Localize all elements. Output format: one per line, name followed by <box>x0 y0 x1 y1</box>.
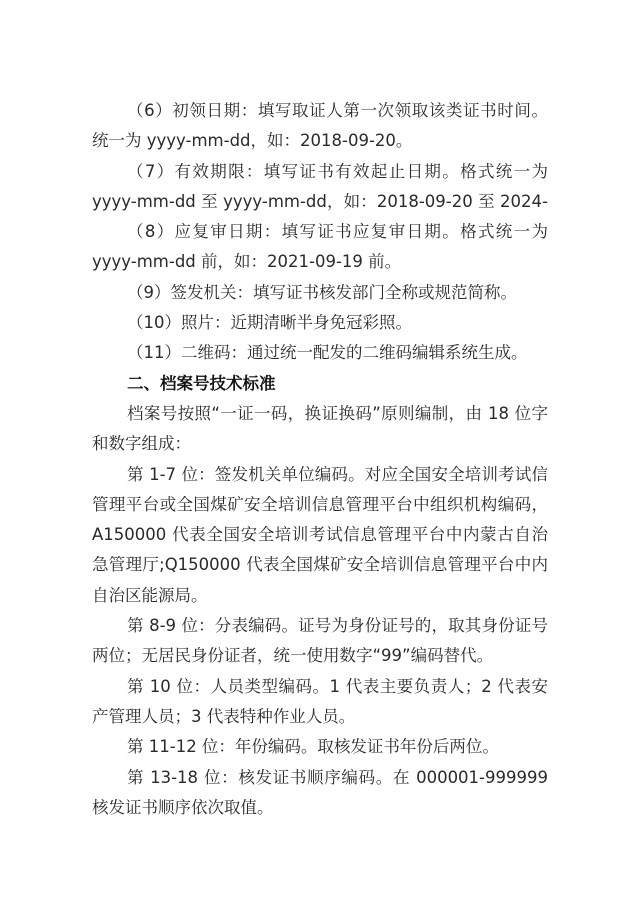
text-line: 核发证书顺序依次取值。 <box>92 797 274 817</box>
text-line: 产管理人员；3 代表特种作业人员。 <box>92 706 356 726</box>
text-line: yyyy-mm-dd 前，如：2021-09-19 前。 <box>92 252 402 272</box>
text-line: 和数字组成： <box>92 434 191 454</box>
text-line: （7）有效期限：填写证书有效起止日期。格式统一为 <box>127 161 548 181</box>
text-line: yyyy-mm-dd 至 yyyy-mm-dd，如：2018-09-20 至 2024- <box>92 191 548 211</box>
text-line: 统一为 yyyy-mm-dd，如：2018-09-20。 <box>92 131 413 151</box>
text-line: 第 1-7 位：签发机关单位编码。对应全国安全培训考试信 <box>127 464 548 484</box>
document-page <box>92 96 548 823</box>
text-line: 第 10 位：人员类型编码。1 代表主要负责人；2 代表安 <box>127 676 548 696</box>
text-line: 管理平台或全国煤矿安全培训信息管理平台中组织机构编码， <box>92 494 548 514</box>
text-line: （9）签发机关：填写证书核发部门全称或规范简称。 <box>127 282 517 302</box>
text-line: 第 13-18 位：核发证书顺序编码。在 000001-999999 <box>127 767 548 787</box>
text-line: （8）应复审日期：填写证书应复审日期。格式统一为 <box>127 222 548 242</box>
text-line: （6）初领日期：填写取证人第一次领取该类证书时间。 <box>127 101 548 120</box>
section-heading: 二、档案号技术标准 <box>127 373 276 393</box>
text-line: 两位；无居民身份证者，统一使用数字“99”编码替代。 <box>92 646 494 666</box>
text-line: 第 8-9 位：分表编码。证号为身份证号的，取其身份证号 <box>127 616 548 636</box>
text-line: 第 11-12 位：年份编码。取核发证书年份后两位。 <box>127 737 499 757</box>
text-line: 自治区能源局。 <box>92 585 208 605</box>
text-line: （10）照片：近期清晰半身免冠彩照。 <box>127 313 412 333</box>
text-line: 档案号按照“一证一码，换证换码”原则编制，由 18 位字 <box>127 403 548 423</box>
text-line: A150000 代表全国安全培训考试信息管理平台中内蒙古自治 <box>92 525 548 545</box>
text-line: （11）二维码：通过统一配发的二维码编辑系统生成。 <box>127 343 528 363</box>
text-line: 急管理厅;Q150000 代表全国煤矿安全培训信息管理平台中内 <box>92 555 548 575</box>
